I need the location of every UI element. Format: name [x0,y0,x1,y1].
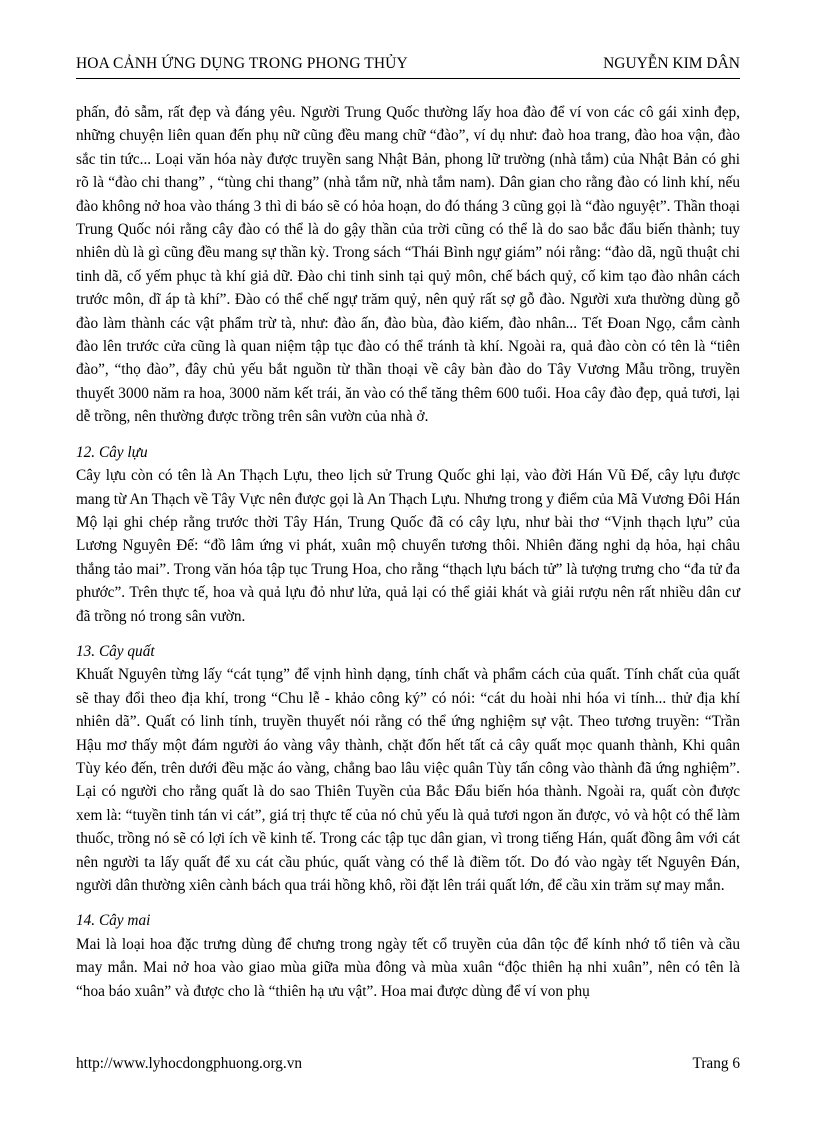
page-number: Trang 6 [692,1055,740,1072]
section-heading-12: 12. Cây lựu [76,443,148,461]
section-heading-13: 13. Cây quất [76,642,155,660]
section-heading-14: 14. Cây mai [76,912,151,930]
intro-paragraph: phấn, đỏ sẫm, rất đẹp và đáng yêu. Người Trung Quốc thường lấy hoa đào để ví von các cô gái xinh đẹp, những chuyện liên quan đến phụ nữ cũng đều mang chữ “đào”, ví dụ như: đaò hoa trang, đào hoa vận, đào sắc tin tức... Loại văn hóa này được truyền sang Nhật Bản, phong lữ trường (nhà tắm) của Nhật Bản có ghi rõ là “đào chi thang” , “tùng chi thang” (nhà tắm nữ, nhà tắm nam). Dân gian cho rằng đào có linh khí, nếu đào không nở hoa vào tháng 3 thì di báo sẽ có hỏa hoạn, do đó tháng 3 cũng gọi là “đào nguyệt”. Thần thoại Trung Quốc nói rằng cây đào có thể là do gậy thần của trời cũng có thể là do sao bắc đẩu biến thành; tuy nhiên dù là gì cũng đều mang sự thần kỳ. Trong sách “Thái Bình ngự giám” nói rằng: “đào dã, ngũ thuật chi tinh dã, cố yếm phục tà khí giả dữ. Đào chi tinh sinh tại quỷ môn, chế bách quỷ, cố kim tạo đào nhân cách trước môn, dĩ áp tà khí”. Đào có thể chế ngự trăm quỷ, nên quỷ rất sợ gỗ đào. Người xưa thường dùng gỗ đào làm thành các vật phẩm trừ tà, như: đào ấn, đào bùa, đào kiếm, đào nhân... Tết Đoan Ngọ, cắm cành đào lên trước cửa cũng là quan niệm tập tục đào có thể tránh tà khí. Ngoài ra, quả đào còn có tên là “tiên đào”, “thọ đào”, đây chủ yếu bắt nguồn từ thần thoại về cây bàn đào do Tây Vương Mẫu trồng, truyền thuyết 3000 năm ra hoa, 3000 năm kết trái, ăn vào có thể tăng thêm 600 tuổi. Hoa cây đào đẹp, quả tươi, lại dễ trồng, nên thường được trồng trên sân vườn của nhà ở. [76,104,740,426]
section-body-14: Mai là loại hoa đặc trưng dùng để chưng trong ngày tết cổ truyền của dân tộc để kính nhớ tổ tiên và cầu may mắn. Mai nở hoa vào giao mùa giữa mùa đông và mùa xuân “độc thiên hạ nhi xuân”, nên có tên là “hoa báo xuân” và được cho là “thiên hạ ưu vật”. Hoa mai được dùng để ví von phụ [76,935,740,1000]
document-title: HOA CẢNH ỨNG DỤNG TRONG PHONG THỦY [76,55,408,72]
page-header [76,52,740,79]
footer-url-link[interactable]: http://www.lyhocdongphuong.org.vn [76,1055,303,1072]
section-body-13: Khuất Nguyên từng lấy “cát tụng” để vịnh hình dạng, tính chất và phẩm cách của quất. Tính chất của quất sẽ thay đổi theo địa khí, trong “Chu lễ - khảo công ký” có nói: “cát du hoài nhi hóa vi tính... thử địa khí nhiên dã”. Quất có linh tính, truyền thuyết nói rằng có thể ứng nghiệm sự vật. Theo tương truyền: “Trần Hậu mơ thấy một đám người áo vàng vây thành, chặt đốn hết tất cả cây quất mọc quanh thành, Khi quân Tùy kéo đến, trên dưới đều mặc áo vàng, chẳng bao lâu việc quân Tùy tấn công vào thành đã ứng nghiệm”. Lại có người cho rằng quất là do sao Thiên Tuyền của Bắc Đẩu biến hóa thành. Ngoài ra, quất còn được xem là: “tuyền tinh tán vi cát”, giá trị thực tế của nó chủ yếu là quả tươi ngon ăn được, vỏ và hột có thể làm thuốc, trồng nó sẽ có lợi ích về kinh tế. Trong các tập tục dân gian, vì trong tiếng Hán, quất đồng âm với cát nên người ta lấy quất để xu cát cầu phúc, quất vàng có thể là điềm tốt. Do đó vào ngày tết Nguyên Đán, người dân thường xiên cành bách qua trái hồng khô, rồi đặt lên trái quất lớn, để cầu xin trăm sự may mắn. [76,666,740,894]
page-body [76,101,740,1003]
author-name: NGUYỄN KIM DÂN [603,55,740,72]
section-body-12: Cây lựu còn có tên là An Thạch Lựu, theo lịch sử Trung Quốc ghi lại, vào đời Hán Vũ Đế, cây lựu được mang từ An Thạch về Tây Vực nên được gọi là An Thạch Lựu. Nhưng trong y điểm của Mã Vương Đôi Hán Mộ lại ghi chép rằng trước thời Tây Hán, Trung Quốc đã có cây lựu, như bài thơ “Vịnh thạch lựu” của Lương Nguyên Đế: “đồ lâm ứng vi phát, xuân mộ chuyển tương thôi. Nhiên đăng nghi dạ hỏa, hại châu thắng tảo mai”. Trong văn hóa tập tục Trung Hoa, cho rằng “thạch lựu bách tử” là tượng trưng cho “đa tử đa phước”. Trên thực tế, hoa và quả lựu đỏ như lửa, quả lại có thể giải khát và giải rượu nên rất nhiều dân cư đã trồng nó trong sân vườn. [76,467,740,625]
